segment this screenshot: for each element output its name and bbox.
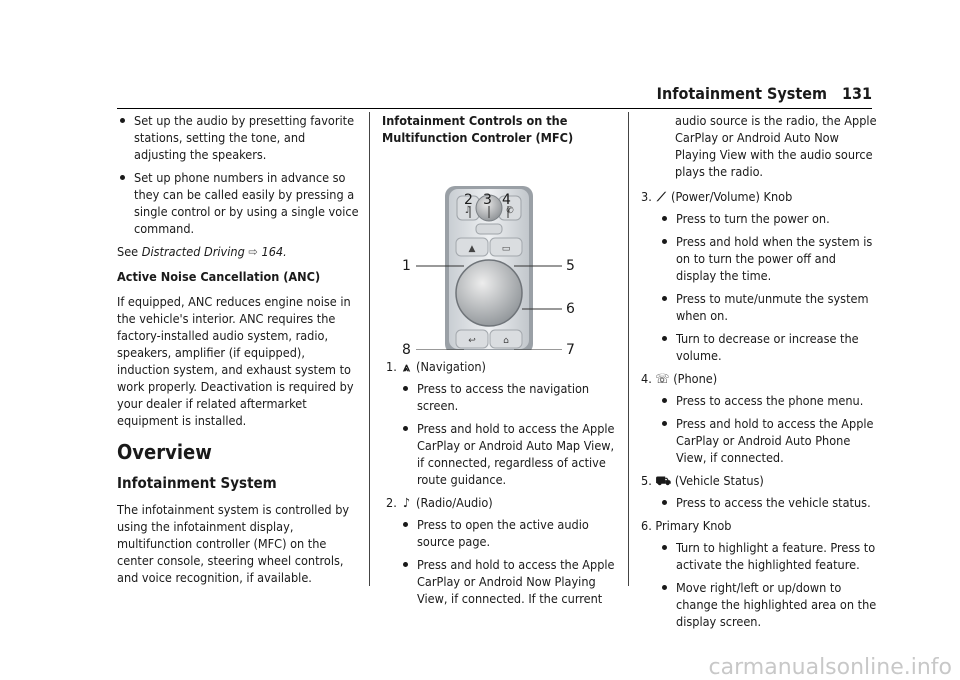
navigation-icon: ⩓ [402,359,410,374]
column-divider [628,112,629,586]
column-divider [369,112,370,586]
list-item: Turn to highlight a feature. Press to activate the highlighted feature. [659,539,877,573]
page-header [0,83,960,107]
item-label: (Phone) [673,371,718,386]
mfc-figure [372,154,608,358]
header-rule [117,108,872,109]
power-volume-icon: ⟋ [657,189,666,204]
column-1 [117,112,361,594]
vehicle-status-icon: ▭ [501,244,511,254]
callout-7: 7 [566,342,575,358]
mfc-heading: Infotainment Controls on the Multifunction Controler (MFC) [382,113,574,145]
list-item: Press to access the phone menu. [659,392,877,409]
back-icon: ↩ [468,336,476,346]
item-4 [641,370,877,387]
phone-icon: ✆ [506,206,514,216]
primary-knob [456,260,522,326]
anc-heading: Active Noise Cancellation (ANC) [117,269,321,284]
see-prefix: See [117,244,139,259]
callout-3: 3 [483,192,492,208]
mfc-illustration [372,154,608,350]
callout-5: 5 [566,258,575,274]
music-note-icon: ♪ [402,495,411,510]
navigation-icon: ▲ [468,244,476,254]
infotainment-text: The infotainment system is controlled by using the infotainment display, multifunction controller (MFC) on the center console, steering wheel controls, and voice recognition, if available. [117,502,350,585]
item-label: (Radio/Audio) [416,495,493,510]
page-number: 131 [841,84,872,103]
item-number: 6. [641,518,652,533]
list-item: Press to access the vehicle status. [659,494,877,511]
callout-4: 4 [502,192,511,208]
item-2 [382,494,618,511]
item-5 [641,472,877,489]
overview-heading: Overview [117,440,212,464]
item-number: 1. [386,359,397,374]
list-item: Press to open the active audio source page. [400,516,618,550]
phone-icon: ☏ [655,371,670,386]
item-6 [641,517,877,534]
column-3 [641,112,877,636]
list-item: Press and hold to access the Apple CarPlay or Android Auto Phone View, if connected. [659,415,877,466]
callout-8: 8 [402,342,411,358]
watermark: carmanualsonline.info [708,655,952,680]
item-label: (Power/Volume) Knob [671,189,793,204]
item-3 [641,188,877,205]
continued-text: audio source is the radio, the Apple CarPlay or Android Auto Now Playing View with the audio source plays the radio. [675,113,877,179]
list-item: Set up the audio by presetting favorite stations, setting the tone, and adjusting the speakers. [117,112,361,163]
see-page[interactable]: 164. [261,244,287,259]
item-label: Primary Knob [655,518,732,533]
list-item: Move right/left or up/down to change the highlighted area on the display screen. [659,579,877,630]
list-item: Set up phone numbers in advance so they can be called easily by pressing a single control or by using a single voice command. [117,169,361,237]
infotainment-heading: Infotainment System [117,474,277,492]
music-note-icon: ♪ [464,205,472,216]
page-title: Infotainment System [656,84,827,103]
callout-2: 2 [464,192,473,208]
list-item: Press and hold to access the Apple CarPlay or Android Auto Map View, if connected, regardless of active route guidance. [400,420,618,488]
home-icon: ⌂ [503,336,509,346]
anc-text: If equipped, ANC reduces engine noise in the vehicle's interior. ANC requires the factory-installed audio system, radio, speakers, amplifier (if equipped), induction system, and exhaust system to work properly. Deactivation is required by your dealer if related aftermarket equipment is installed. [117,294,354,428]
column-2 [382,112,618,613]
arrow-icon: ⇨ [248,244,258,259]
item-number: 3. [641,189,652,204]
list-item: Turn to decrease or increase the volume. [659,330,877,364]
see-reference [117,243,361,260]
callout-6: 6 [566,301,575,317]
item-number: 4. [641,371,652,386]
see-link[interactable]: Distracted Driving [141,244,245,259]
item-number: 2. [386,495,397,510]
item-number: 5. [641,473,652,488]
list-item: Press to access the navigation screen. [400,380,618,414]
callout-1: 1 [402,258,411,274]
item-1 [382,358,618,375]
list-item: Press and hold to access the Apple CarPlay or Android Now Playing View, if connected. If the current [400,556,618,607]
item-label: (Navigation) [416,359,486,374]
vehicle-status-icon: ⛟ [655,473,672,488]
item-label: (Vehicle Status) [674,473,764,488]
list-item: Press to mute/unmute the system when on. [659,290,877,324]
list-item: Press and hold when the system is on to turn the power off and display the time. [659,233,877,284]
list-item: Press to turn the power on. [659,210,877,227]
